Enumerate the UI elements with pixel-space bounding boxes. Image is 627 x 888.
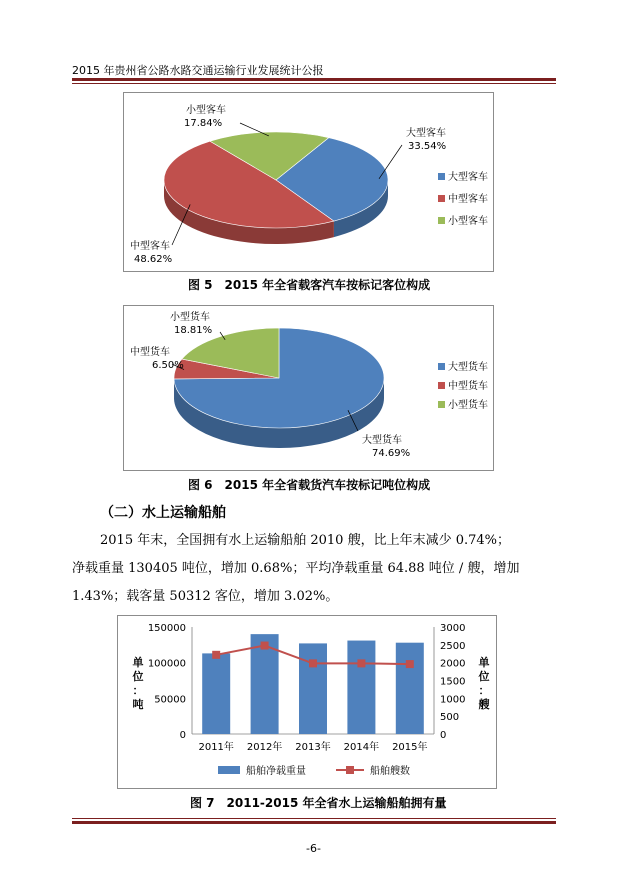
figure6-pie-chart — [124, 306, 493, 470]
y-axis-label-char-1: 位 — [132, 670, 144, 683]
legend-label-bar: 船舶净载重量 — [246, 766, 306, 777]
y2-axis-label-char-3: 艘 — [478, 698, 490, 711]
header-rule-thin — [72, 83, 556, 84]
figure7-chart-box — [117, 615, 497, 789]
paragraph-line-3: 1.43%；载客量 50312 客位，增加 3.02%。 — [72, 589, 339, 604]
figure6-caption: 图 6 2015 年全省载货汽车按标记吨位构成 — [188, 478, 431, 492]
legend-swatch-bar — [218, 766, 240, 774]
pie-label-category-2: 小型客车 — [186, 105, 226, 116]
legend-swatch-1 — [438, 195, 445, 202]
figure5-caption: 图 5 2015 年全省载客汽车按标记客位构成 — [188, 278, 431, 292]
paragraph-line-2: 净载重量 130405 吨位，增加 0.68%；平均净载重量 64.88 吨位 / 艘，增加 — [72, 561, 520, 576]
figure5-chart-box — [123, 92, 494, 272]
y2-tick-6: 0 — [440, 730, 447, 741]
pie-label-value-1: 6.50% — [152, 360, 184, 371]
y2-tick-2: 2000 — [440, 658, 466, 670]
x-tick-1: 2012年 — [246, 742, 283, 753]
figure7-combo-chart — [118, 616, 496, 788]
figure5-pie-chart — [124, 93, 493, 271]
x-tick-0: 2011年 — [198, 742, 234, 753]
bar-4 — [396, 643, 424, 734]
pie-label-category-0: 大型客车 — [406, 128, 446, 139]
y-tick-2: 50000 — [154, 694, 186, 706]
legend-swatch-2 — [438, 217, 445, 224]
y2-tick-4: 1000 — [440, 694, 466, 706]
line-point-2 — [309, 659, 317, 667]
line-point-0 — [212, 651, 220, 659]
legend-label-1: 中型客车 — [448, 194, 488, 205]
footer-rule-thick — [72, 821, 556, 824]
legend-swatch-2 — [438, 401, 445, 408]
x-tick-4: 2015年 — [392, 742, 428, 753]
pie-label-value-2: 18.81% — [174, 325, 213, 336]
legend-label-2: 小型客车 — [448, 216, 488, 227]
y-tick-1: 100000 — [147, 658, 186, 670]
pie-label-value-2: 17.84% — [184, 118, 223, 129]
y2-tick-1: 2500 — [440, 640, 466, 652]
line-point-4 — [406, 660, 414, 668]
legend-marker — [346, 766, 354, 774]
legend-label-2: 小型货车 — [448, 400, 488, 411]
y-axis-label-char-3: 吨 — [132, 698, 144, 711]
footer-rule-thin — [72, 818, 556, 819]
figure7-caption: 图 7 2011-2015 年全省水上运输船舶拥有量 — [190, 796, 447, 810]
y2-tick-0: 3000 — [440, 623, 466, 634]
y2-axis-label-char-1: 位 — [478, 670, 490, 683]
pie-label-value-1: 48.62% — [134, 254, 173, 265]
section-heading: （二）水上运输船舶 — [100, 505, 226, 521]
header-title: 2015 年贵州省公路水路交通运输行业发展统计公报 — [72, 64, 324, 77]
y-tick-0: 150000 — [147, 623, 186, 634]
y2-tick-3: 1500 — [440, 676, 466, 688]
pie-label-category-1: 中型客车 — [130, 241, 170, 252]
page-number: -6- — [306, 842, 321, 855]
pie-label-value-0: 74.69% — [372, 448, 411, 459]
legend-swatch-0 — [438, 173, 445, 180]
figure6-chart-box — [123, 305, 494, 471]
pie-leader-0 — [379, 145, 402, 179]
pie-label-category-0: 大型货车 — [362, 435, 402, 446]
x-tick-2: 2013年 — [295, 742, 331, 753]
legend-swatch-0 — [438, 363, 445, 370]
line-point-3 — [357, 659, 365, 667]
pie-label-category-2: 小型货车 — [170, 312, 210, 323]
y-axis-label-char-2: ： — [132, 684, 144, 697]
legend-label-0: 大型货车 — [448, 362, 488, 373]
bar-2 — [299, 643, 327, 734]
y2-axis-label-char-0: 单 — [478, 656, 490, 669]
y2-axis-label-char-2: ： — [478, 684, 490, 697]
x-tick-3: 2014年 — [343, 742, 380, 753]
y-tick-3: 0 — [179, 730, 186, 741]
y2-tick-5: 500 — [440, 712, 460, 724]
legend-label-0: 大型客车 — [448, 172, 488, 183]
legend-label-line: 船舶艘数 — [370, 766, 410, 777]
line-point-1 — [261, 642, 269, 650]
pie-label-value-0: 33.54% — [408, 141, 447, 152]
header-rule-thick — [72, 78, 556, 81]
legend-swatch-1 — [438, 382, 445, 389]
legend-label-1: 中型货车 — [448, 381, 488, 392]
bar-3 — [347, 641, 375, 734]
bar-0 — [202, 653, 230, 734]
paragraph-line-1: 2015 年末，全国拥有水上运输船舶 2010 艘，比上年末减少 0.74%； — [100, 533, 510, 548]
y-axis-label-char-0: 单 — [132, 656, 144, 669]
pie-label-category-1: 中型货车 — [130, 347, 170, 358]
